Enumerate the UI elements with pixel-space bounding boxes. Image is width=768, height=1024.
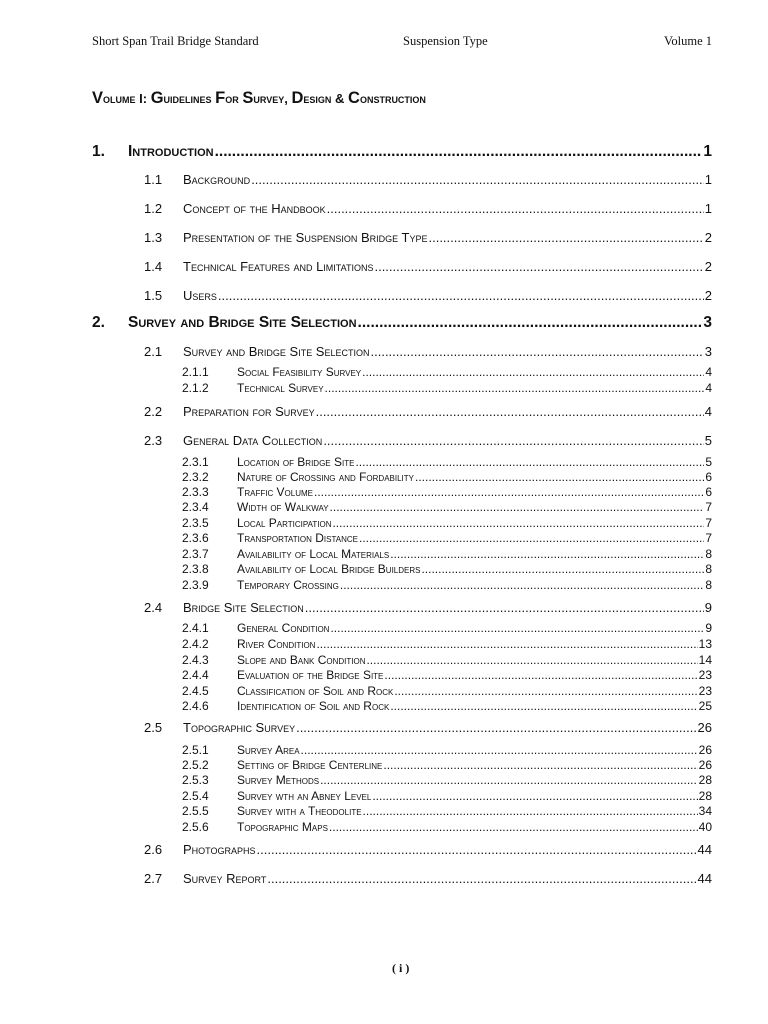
toc-dot-leader — [362, 365, 704, 379]
page-number: ( i ) — [392, 961, 410, 975]
toc-entry-number: 2.2 — [144, 404, 163, 419]
toc-entry-title: Survey Methods — [237, 773, 320, 787]
toc-entry[interactable] — [182, 637, 712, 651]
toc-dot-leader — [428, 230, 703, 245]
toc-entry-title: Technical Features and Limitations — [183, 259, 374, 274]
toc-entry-number: 2.4.4 — [182, 668, 209, 682]
toc-entry-title: Transportation Distance — [237, 531, 358, 545]
toc-entry-page: 2 — [704, 230, 712, 245]
toc-entry-page: 4 — [705, 365, 712, 379]
toc-entry-title: Evaluation of the Bridge Site — [237, 668, 384, 682]
toc-entry-title: Preparation for Survey — [183, 404, 315, 419]
toc-entry-number: 2.5.6 — [182, 820, 209, 834]
toc-dot-leader — [320, 773, 698, 787]
toc-entry-title: General Data Collection — [183, 433, 323, 448]
toc-entry[interactable] — [92, 143, 712, 161]
toc-dot-leader — [390, 699, 697, 713]
toc-entry-title: Technical Survey — [237, 381, 324, 395]
toc-entry[interactable] — [182, 699, 712, 713]
toc-entry-number: 1. — [92, 143, 105, 160]
toc-entry-page: 25 — [698, 699, 712, 713]
toc-entry-title: Survey Area — [237, 743, 300, 757]
toc-entry-page: 26 — [698, 743, 712, 757]
toc-dot-leader — [316, 404, 704, 419]
toc-entry-page: 34 — [698, 804, 712, 818]
toc-entry-page: 4 — [705, 381, 712, 395]
toc-entry-number: 1.4 — [144, 259, 163, 274]
toc-entry-number: 2.3.5 — [182, 516, 209, 530]
toc-entry[interactable] — [182, 516, 712, 530]
toc-dot-leader — [267, 871, 696, 886]
toc-dot-leader — [251, 172, 704, 187]
toc-dot-leader — [366, 653, 697, 667]
toc-entry-title: Survey and Bridge Site Selection — [183, 344, 370, 359]
toc-entry-number: 2.5 — [144, 720, 163, 735]
toc-entry-number: 2.7 — [144, 871, 163, 886]
toc-entry[interactable] — [182, 531, 712, 545]
toc-dot-leader — [218, 288, 704, 303]
toc-entry[interactable] — [144, 230, 712, 245]
volume-title: Volume I: Guidelines For Survey, Design & Construction — [92, 89, 426, 107]
toc-entry-number: 2.3.3 — [182, 485, 209, 499]
toc-dot-leader — [327, 201, 704, 216]
toc-entry-number: 2.6 — [144, 842, 163, 857]
toc-entry[interactable] — [182, 820, 712, 834]
toc-entry-number: 1.1 — [144, 172, 163, 187]
toc-entry[interactable] — [144, 842, 712, 857]
toc-dot-leader — [314, 485, 704, 499]
toc-entry[interactable] — [182, 668, 712, 682]
toc-dot-leader — [301, 743, 698, 757]
toc-entry-number: 2. — [92, 314, 105, 331]
toc-entry-page: 7 — [705, 500, 712, 514]
toc-entry[interactable] — [182, 684, 712, 698]
toc-entry-number: 2.3.8 — [182, 562, 209, 576]
toc-entry[interactable] — [144, 871, 712, 886]
toc-dot-leader — [296, 720, 696, 735]
toc-entry-page: 9 — [704, 600, 712, 615]
toc-entry-number: 2.4.3 — [182, 653, 209, 667]
toc-dot-leader — [330, 621, 704, 635]
toc-dot-leader — [372, 789, 697, 803]
toc-dot-leader — [257, 842, 697, 857]
toc-entry-title: Classification of Soil and Rock — [237, 684, 394, 698]
toc-entry-number: 2.4.2 — [182, 637, 209, 651]
toc-entry[interactable] — [182, 743, 712, 757]
toc-dot-leader — [332, 516, 704, 530]
header-right: Volume 1 — [663, 34, 712, 48]
toc-entry-page: 1 — [704, 201, 712, 216]
toc-entry[interactable] — [144, 172, 712, 187]
toc-entry[interactable] — [144, 288, 712, 303]
toc-entry[interactable] — [92, 314, 712, 332]
toc-entry-page: 7 — [705, 516, 712, 530]
toc-entry-title: River Condition — [237, 637, 316, 651]
toc-entry-page: 44 — [697, 842, 712, 857]
toc-entry-number: 2.1.2 — [182, 381, 209, 395]
toc-entry-page: 13 — [698, 637, 712, 651]
toc-entry-number: 2.3.7 — [182, 547, 209, 561]
toc-entry-number: 2.3.2 — [182, 470, 209, 484]
toc-entry-page: 1 — [704, 172, 712, 187]
toc-dot-leader — [330, 500, 705, 514]
toc-entry-number: 1.2 — [144, 201, 163, 216]
toc-entry-page: 28 — [698, 789, 712, 803]
toc-dot-leader — [323, 433, 703, 448]
toc-entry[interactable] — [182, 653, 712, 667]
toc-entry[interactable] — [182, 470, 712, 484]
toc-dot-leader — [415, 470, 704, 484]
toc-entry-page: 28 — [698, 773, 712, 787]
toc-entry-page: 5 — [704, 433, 712, 448]
toc-entry-title: General Condition — [237, 621, 330, 635]
toc-entry-number: 1.5 — [144, 288, 163, 303]
toc-entry-title: Topographic Survey — [183, 720, 296, 735]
toc-entry-page: 23 — [698, 684, 712, 698]
toc-entry[interactable] — [182, 562, 712, 576]
toc-entry-number: 2.5.2 — [182, 758, 209, 772]
toc-entry-title: Identification of Soil and Rock — [237, 699, 390, 713]
toc-entry-title: Concept of the Handbook — [183, 201, 326, 216]
toc-entry-page: 5 — [705, 455, 712, 469]
toc-entry-title: Temporary Crossing — [237, 578, 339, 592]
toc-dot-leader — [340, 578, 704, 592]
toc-entry-title: Survey wth an Abney Level — [237, 789, 372, 803]
toc-entry-page: 3 — [704, 344, 712, 359]
toc-entry-page: 3 — [703, 314, 712, 331]
toc-entry-number: 2.3.4 — [182, 500, 209, 514]
toc-dot-leader — [363, 804, 698, 818]
toc-entry-page: 8 — [705, 547, 712, 561]
toc-entry[interactable] — [182, 485, 712, 499]
toc-entry-number: 2.3.1 — [182, 455, 209, 469]
toc-entry-number: 2.5.3 — [182, 773, 209, 787]
toc-entry[interactable] — [182, 789, 712, 803]
toc-entry-title: Introduction — [128, 143, 214, 160]
toc-entry-title: Setting of Bridge Centerline — [237, 758, 383, 772]
toc-entry[interactable] — [182, 500, 712, 514]
toc-entry-page: 14 — [698, 653, 712, 667]
toc-entry-title: Location of Bridge Site — [237, 455, 355, 469]
toc-entry-title: Survey Report — [183, 871, 267, 886]
toc-entry[interactable] — [144, 259, 712, 274]
toc-entry-number: 2.1.1 — [182, 365, 209, 379]
toc-entry[interactable] — [182, 758, 712, 772]
toc-entry[interactable] — [182, 621, 712, 635]
toc-entry[interactable] — [144, 344, 712, 359]
toc-entry-title: Availability of Local Materials — [237, 547, 390, 561]
toc-entry[interactable] — [182, 547, 712, 561]
toc-entry-title: Background — [183, 172, 251, 187]
toc-entry[interactable] — [182, 804, 712, 818]
toc-entry-number: 2.4 — [144, 600, 163, 615]
header-left: Short Span Trail Bridge Standard — [92, 34, 259, 48]
toc-entry[interactable] — [144, 201, 712, 216]
toc-dot-leader — [215, 143, 703, 161]
toc-dot-leader — [329, 820, 698, 834]
toc-entry-page: 40 — [698, 820, 712, 834]
toc-entry-title: Width of Walkway — [237, 500, 329, 514]
toc-entry-page: 6 — [705, 470, 712, 484]
toc-entry-page: 8 — [705, 562, 712, 576]
toc-entry-number: 2.5.1 — [182, 743, 209, 757]
toc-entry-number: 2.3 — [144, 433, 163, 448]
toc-dot-leader — [325, 381, 705, 395]
toc-entry-title: Survey with a Theodolite — [237, 804, 362, 818]
toc-entry-page: 6 — [705, 485, 712, 499]
toc-entry-title: Users — [183, 288, 217, 303]
toc-entry[interactable] — [144, 404, 712, 419]
toc-entry-title: Survey and Bridge Site Selection — [128, 314, 357, 331]
toc-entry-title: Social Feasibility Survey — [237, 365, 362, 379]
toc-entry-page: 8 — [705, 578, 712, 592]
toc-entry-page: 1 — [703, 143, 712, 160]
toc-entry[interactable] — [144, 600, 712, 615]
toc-entry-page: 9 — [705, 621, 712, 635]
toc-dot-leader — [355, 455, 704, 469]
toc-entry[interactable] — [182, 365, 712, 379]
toc-entry-number: 2.3.6 — [182, 531, 209, 545]
toc-entry-title: Availability of Local Bridge Builders — [237, 562, 421, 576]
toc-entry-number: 2.4.6 — [182, 699, 209, 713]
toc-dot-leader — [374, 259, 703, 274]
toc-entry-number: 2.4.5 — [182, 684, 209, 698]
toc-entry-page: 26 — [697, 720, 712, 735]
toc-entry-title: Presentation of the Suspension Bridge Type — [183, 230, 428, 245]
toc-entry[interactable] — [182, 455, 712, 469]
toc-entry-number: 2.4.1 — [182, 621, 209, 635]
toc-entry-number: 2.5.5 — [182, 804, 209, 818]
header-center: Suspension Type — [403, 34, 488, 48]
toc-dot-leader — [384, 668, 697, 682]
toc-entry-page: 26 — [698, 758, 712, 772]
toc-entry[interactable] — [182, 381, 712, 395]
toc-dot-leader — [421, 562, 704, 576]
toc-dot-leader — [358, 314, 703, 332]
toc-entry-page: 2 — [704, 288, 712, 303]
toc-entry-page: 44 — [697, 871, 712, 886]
toc-dot-leader — [390, 547, 704, 561]
toc-entry-page: 2 — [704, 259, 712, 274]
toc-entry-title: Nature of Crossing and Fordability — [237, 470, 414, 484]
toc-entry-title: Topographic Maps — [237, 820, 328, 834]
toc-entry-number: 1.3 — [144, 230, 163, 245]
toc-entry-title: Local Participation — [237, 516, 332, 530]
toc-entry-page: 4 — [704, 404, 712, 419]
toc-entry-number: 2.5.4 — [182, 789, 209, 803]
toc-entry-number: 2.3.9 — [182, 578, 209, 592]
toc-entry[interactable] — [144, 433, 712, 448]
toc-entry-page: 7 — [705, 531, 712, 545]
toc-entry-title: Slope and Bank Condition — [237, 653, 366, 667]
toc-entry-page: 23 — [698, 668, 712, 682]
toc-dot-leader — [394, 684, 697, 698]
toc-dot-leader — [371, 344, 704, 359]
toc-entry[interactable] — [182, 578, 712, 592]
toc-entry-title: Bridge Site Selection — [183, 600, 304, 615]
toc-dot-leader — [359, 531, 704, 545]
toc-dot-leader — [383, 758, 697, 772]
toc-entry-title: Traffic Volume — [237, 485, 314, 499]
toc-dot-leader — [316, 637, 697, 651]
toc-entry-number: 2.1 — [144, 344, 163, 359]
toc-entry-title: Photographs — [183, 842, 256, 857]
toc-dot-leader — [305, 600, 704, 615]
toc-entry[interactable] — [182, 773, 712, 787]
toc-entry[interactable] — [144, 720, 712, 735]
